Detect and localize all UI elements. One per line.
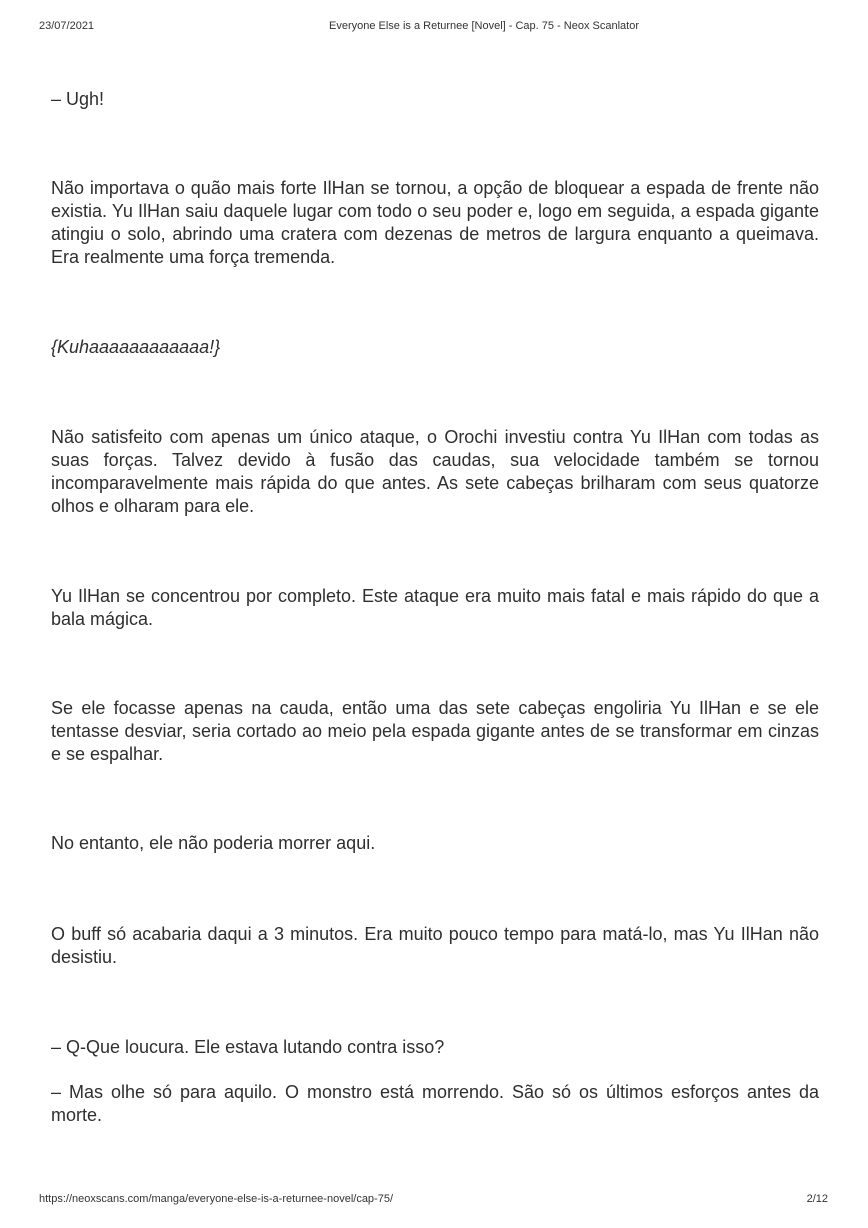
- paragraph-roar: {Kuhaaaaaaaaaaaa!}: [51, 337, 221, 357]
- paragraph-orochi-charge: Não satisfeito com apenas um único ataque, o Orochi investiu contra Yu IlHan com todas as suas forças. Talvez devido à fusão das caudas, sua velocidade também se tornou incomparavelmente mais rápida do que antes. As sete cabeças brilharam com seus quatorze olhos e olharam para ele.: [51, 427, 819, 516]
- paragraph-buff: O buff só acabaria daqui a 3 minutos. Era muito pouco tempo para matá-lo, mas Yu IlHan não desistiu.: [51, 924, 819, 967]
- paragraph-dialogue-ugh: – Ugh!: [51, 89, 105, 109]
- paragraph-dialogue-monster: – Mas olhe só para aquilo. O monstro está morrendo. São só os últimos esforços antes da morte.: [51, 1082, 819, 1125]
- paragraph-dilemma: Se ele focasse apenas na cauda, então uma das sete cabeças engoliria Yu IlHan e se ele tentasse desviar, seria cortado ao meio pela espada gigante antes de se transformar em cinzas e se espalhar.: [51, 698, 819, 764]
- print-header: [0, 20, 868, 36]
- print-footer: [0, 1193, 868, 1209]
- paragraph-block-sword: Não importava o quão mais forte IlHan se tornou, a opção de bloquear a espada de frente não existia. Yu IlHan saiu daquele lugar com todo o seu poder e, logo em seguida, a espada gigante atingiu o solo, abrindo uma cratera com dezenas de metros de largura enquanto a queimava. Era realmente uma força tremenda.: [51, 178, 819, 267]
- page-indicator: 2/12: [806, 1193, 828, 1205]
- paragraph-cannot-die: No entanto, ele não poderia morrer aqui.: [51, 833, 376, 853]
- print-page-title: Everyone Else is a Returnee [Novel] - Cap. 75 - Neox Scanlator: [329, 20, 639, 32]
- print-url: https://neoxscans.com/manga/everyone-else-is-a-returnee-novel/cap-75/: [39, 1193, 394, 1205]
- paragraph-concentration: Yu IlHan se concentrou por completo. Este ataque era muito mais fatal e mais rápido do que a bala mágica.: [51, 586, 819, 629]
- print-date: 23/07/2021: [39, 20, 95, 32]
- paragraph-dialogue-madness: – Q-Que loucura. Ele estava lutando contra isso?: [51, 1037, 445, 1057]
